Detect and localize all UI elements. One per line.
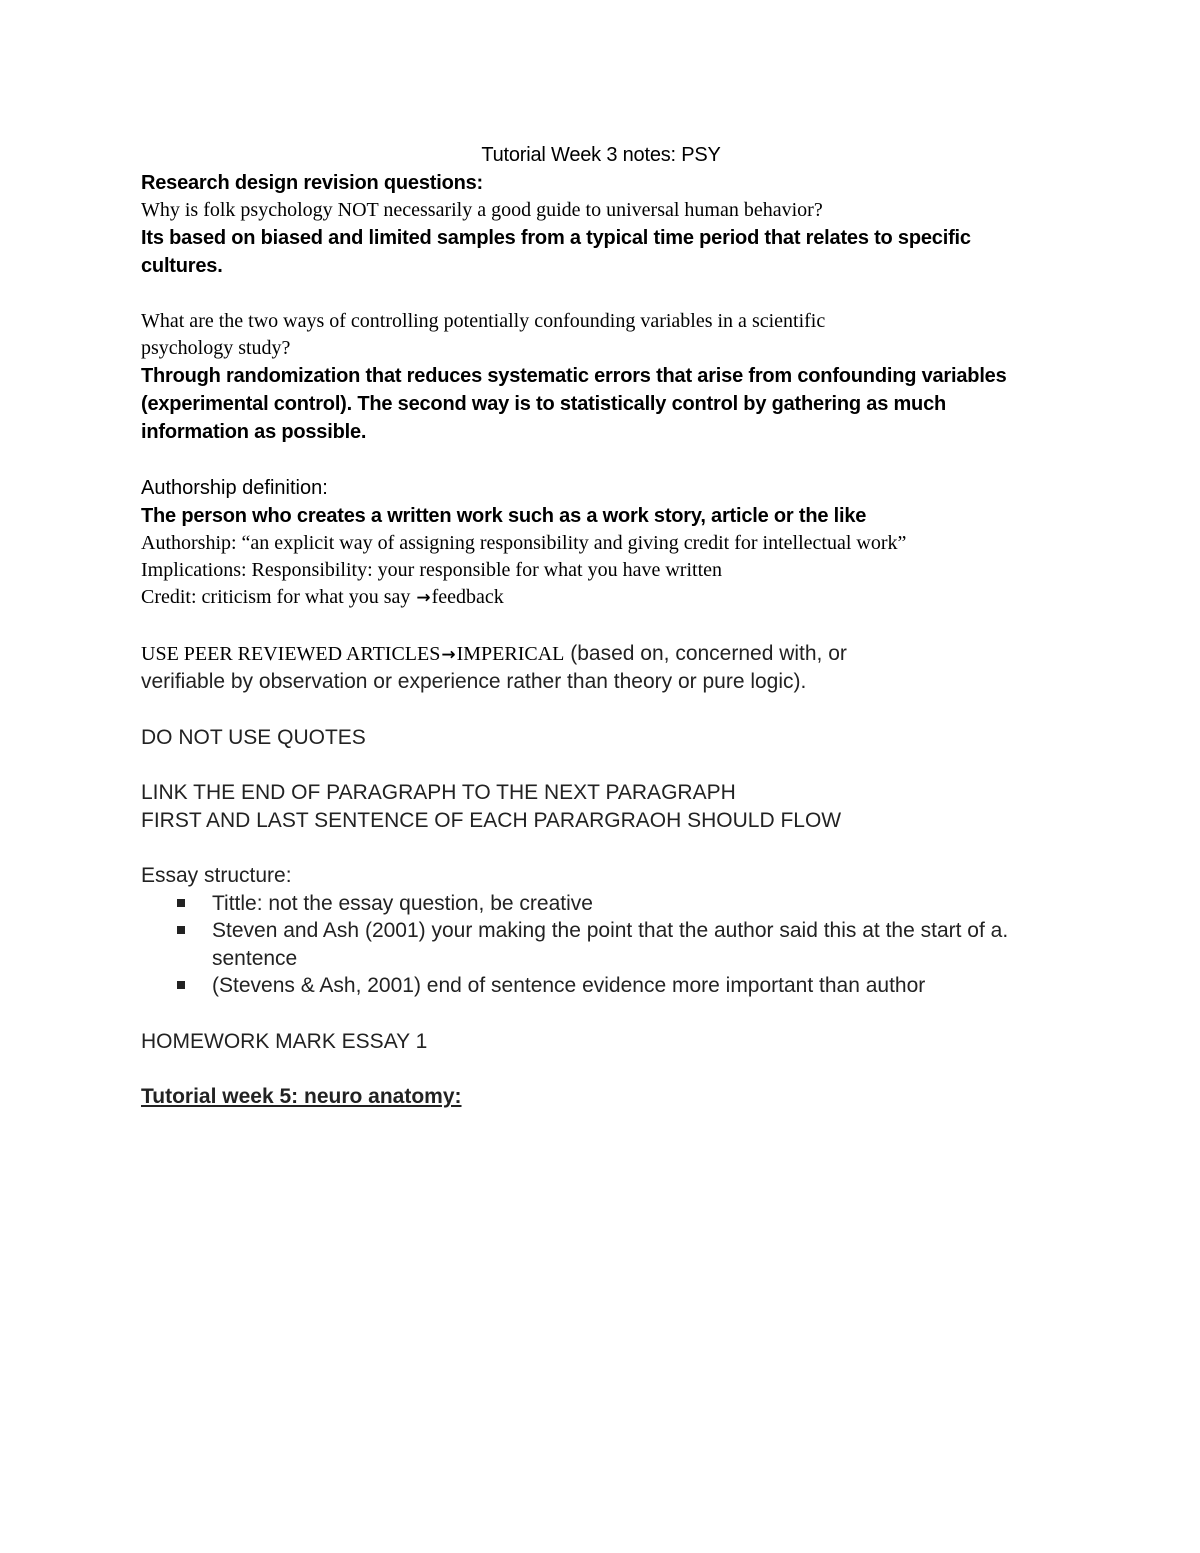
authorship-heading: Authorship definition:: [141, 477, 328, 499]
list-item-text: Steven and Ash (2001) your making the point that the author said this at the start of a. sentence: [212, 919, 1009, 970]
spacer: [141, 446, 1061, 474]
question-confounding-line-2: psychology study?: [141, 337, 291, 359]
answer-confounding-line-3: information as possible.: [141, 421, 367, 443]
authorship-definition: The person who creates a written work such as a work story, article or the like: [141, 505, 867, 527]
peer-reviewed-line-2: verifiable by observation or experience rather than theory or pure logic).: [141, 670, 807, 693]
section-heading-research-design: Research design revision questions:: [141, 172, 483, 194]
spacer: [141, 280, 1061, 308]
question-confounding-line-1: What are the two ways of controlling potentially confounding variables in a scientific: [141, 310, 826, 332]
imperical-text: IMPERICAL: [456, 643, 565, 665]
no-quotes-note: DO NOT USE QUOTES: [141, 725, 366, 749]
list-item-text: Tittle: not the essay question, be creative: [212, 891, 593, 915]
spacer: [141, 612, 1061, 640]
spacer: [141, 834, 1061, 862]
spacer: [141, 696, 1061, 724]
essay-structure-list: [141, 890, 1061, 1000]
credit-feedback-text: feedback: [431, 586, 504, 608]
authorship-quote: Authorship: “an explicit way of assigning responsibility and giving credit for intellectual work”: [141, 532, 907, 554]
answer-folk-psychology-line-2: cultures.: [141, 255, 223, 277]
link-paragraph-note-line-2: FIRST AND LAST SENTENCE OF EACH PARARGRAOH SHOULD FLOW: [141, 808, 842, 832]
right-arrow-icon: →: [441, 645, 456, 665]
list-item: [141, 972, 1052, 1000]
homework-note: HOMEWORK MARK ESSAY 1: [141, 1029, 428, 1053]
question-folk-psychology: Why is folk psychology NOT necessarily a good guide to universal human behavior?: [141, 199, 823, 221]
imperical-definition-start: (based on, concerned with, or: [564, 642, 847, 665]
list-item-text: (Stevens & Ash, 2001) end of sentence evidence more important than author: [212, 974, 926, 997]
answer-confounding-line-1: Through randomization that reduces systematic errors that arise from confounding variables: [141, 365, 1007, 387]
square-bullet-icon: [177, 899, 185, 907]
document-title: Tutorial Week 3 notes: PSY: [481, 144, 721, 166]
answer-confounding-line-2: (experimental control). The second way is to statistically control by gathering as much: [141, 393, 947, 415]
spacer: [141, 1055, 1061, 1083]
right-arrow-icon: →: [416, 588, 431, 608]
peer-reviewed-line-1: [141, 640, 1061, 668]
document-content: [141, 141, 1061, 1111]
next-tutorial-heading: Tutorial week 5: neuro anatomy:: [141, 1085, 462, 1108]
spacer: [141, 1000, 1061, 1028]
essay-structure-heading: Essay structure:: [141, 864, 292, 887]
peer-reviewed-text: USE PEER REVIEWED ARTICLES: [141, 643, 441, 665]
answer-folk-psychology-line-1: Its based on biased and limited samples from a typical time period that relates to specific: [141, 227, 971, 249]
list-item: [141, 890, 1052, 918]
credit-text: Credit: criticism for what you say: [141, 586, 416, 608]
square-bullet-icon: [177, 926, 185, 934]
square-bullet-icon: [177, 981, 185, 989]
spacer: [141, 751, 1061, 779]
credit-line: [141, 584, 1061, 612]
implications-line: Implications: Responsibility: your responsible for what you have written: [141, 559, 723, 581]
list-item: [141, 917, 1052, 972]
link-paragraph-note-line-1: LINK THE END OF PARAGRAPH TO THE NEXT PARAGRAPH: [141, 781, 736, 804]
